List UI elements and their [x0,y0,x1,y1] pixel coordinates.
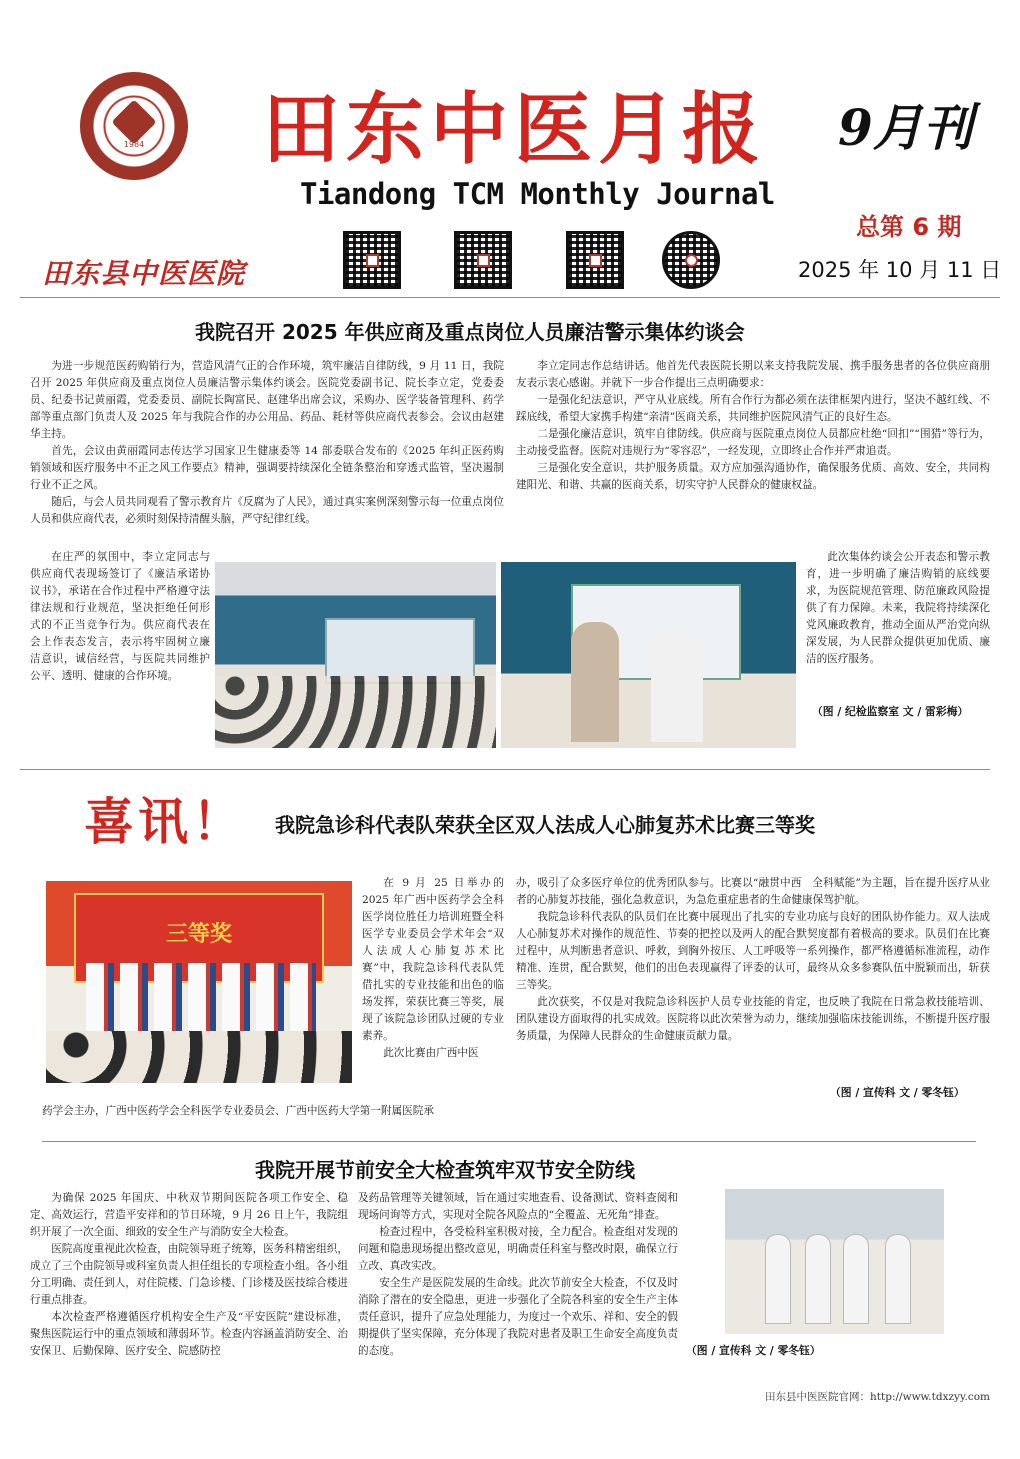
seal-emblem-icon [111,99,156,144]
article2-side-column [362,875,504,1062]
issue-number: 总第 6 期 [856,213,962,241]
article3-paragraph: 检查过程中，各受检科室积极对接，全力配合。检查组对发现的问题和隐患现场提出整改意见，明确责任科室与整改时限，确保立行立改、真改实改。 [358,1226,678,1272]
masthead-divider [20,297,1000,298]
article3-column-2 [358,1190,678,1360]
article1-credit: （图 / 纪检监察室 文 / 雷彩梅） [812,705,969,718]
meeting-audience [215,676,496,748]
article1-paragraph: 李立定同志作总结讲话。他首先代表医院长期以来支持我院发展、携手服务患者的各位供应商朋友表示衷心感谢。并就下一步合作提出三点明确要求： [516,360,990,389]
article1-photo-signing [501,562,796,748]
qr-code-icon[interactable] [343,231,401,289]
article1-paragraph: 二是强化廉洁意识，筑牢自律防线。供应商与医院重点岗位人员都应杜绝“回扣”“围猎”等行为，主动接受监督。医院对违规行为“零容忍”，一经发现，立即终止合作并严肃追责。 [516,428,990,457]
article3-credit: （图 / 宣传科 文 / 零冬钰） [686,1344,821,1357]
inspector-figure [805,1234,831,1324]
hospital-name: 田东县中医医院 [42,257,246,290]
footer-website[interactable]: 田东县中医医院官网：http://www.tdxzyy.com [765,1391,990,1403]
meeting-screen [325,618,475,684]
publication-date: 2025 年 10 月 11 日 [798,258,1002,282]
article1-paragraph: 随后，与会人员共同观看了警示教育片《反腐为了人民》，通过真实案例深刻警示每一位重点岗位人员和供应商代表，必须时刻保持清醒头脑，严守纪律红线。 [30,496,504,525]
article2-paragraph: 我院急诊科代表队的队员们在比赛中展现出了扎实的专业功底与良好的团队协作能力。双人法成人心肺复苏术对操作的规范性、节奏的把控以及两人的配合默契度都有着极高的要求。队员们在比赛过程中，从判断患者意识、呼救，到胸外按压、人工呼吸等一系列操作，都严格遵循标准流程，动作精准、连贯，配合默契，他们的出色表现赢得了评委的认可，最终从众多参赛队伍中脱颖而出，斩获三等奖。 [516,911,990,991]
article2-right-column [516,875,990,1045]
masthead-title: 田东中医月报 [262,84,767,175]
article1-left-column [30,358,504,528]
section-divider [20,769,990,770]
article3-paragraph: 医院高度重视此次检查，由院领导班子统筹，医务科精密组织，成立了三个由院领导或科室负责人担任组长的专项检查小组。各小组分工明确、责任到人，对住院楼、门急诊楼、门诊楼及医技综合楼进行重点排查。 [30,1243,348,1306]
article1-closing-column [806,549,990,668]
article1-title: 我院召开 2025 年供应商及重点岗位人员廉洁警示集体约谈会 [195,320,745,344]
signing-person [571,622,619,742]
inspector-figure [843,1234,869,1324]
section-divider [42,1141,976,1142]
article1-paragraph: 在庄严的氛围中，李立定同志与供应商代表现场签订了《廉洁承诺协议书》，承诺在合作过程中严格遵守法律法规和行业规范，坚决拒绝任何形式的不正当竞争行为。供应商代表在会上作表态发言，表示将牢固树立廉洁意识，诚信经营，与医院共同维护公平、透明、健康的合作环境。 [30,551,210,682]
article2-credit: （图 / 宣传科 文 / 零冬钰） [830,1086,965,1099]
article2-title: 我院急诊科代表队荣获全区双人法成人心肺复苏术比赛三等奖 [275,813,815,837]
award-audience [46,1031,352,1083]
douyin-qr-code-icon[interactable] [662,231,720,289]
article3-paragraph: 为确保 2025 年国庆、中秋双节期间医院各项工作安全、稳定、高效运行，营造平安祥和的节日环境，9 月 26 日上午，我院组织开展了一次全面、细致的安全生产与消防安全大检查。 [30,1192,348,1238]
inspector-figure [885,1234,911,1324]
article2-paragraph: 此次获奖，不仅是对我院急诊科医护人员专业技能的肯定，也反映了我院在日常急救技能培训、团队建设方面取得的扎实成效。医院将以此次荣誉为动力，继续加强临床技能训练，不断提升医疗服务质量，为保障人民群众的生命健康贡献力量。 [516,996,990,1042]
signing-person [651,632,703,742]
article1-paragraph: 为进一步规范医药购销行为，营造风清气正的合作环境，筑牢廉洁自律防线，9 月 11 日，我院召开 2025 年供应商及重点岗位人员廉洁警示集体约谈会。医院党委副书记、院长李立定，党委委员、纪委书记黄丽霞，党委委员、副院长陶富民、赵建华出席会议，采购办、医学装备管理科、药学部等重点部门负责人及 2025 年与我院合作的办公用品、药品、耗材等供应商代表参会。会议由赵建华主持。 [30,360,504,440]
edition-label: 9月刊 [838,98,973,157]
article1-right-column [516,358,990,494]
article2-paragraph: 药学会主办，广西中医药学会全科医学专业委员会、广西中医药大学第一附属医院承 [42,1105,434,1117]
hospital-seal-logo [80,72,188,180]
inspector-figure [765,1234,791,1324]
article3-column-1 [30,1190,348,1360]
article1-paragraph: 一是强化纪法意识，严守从业底线。所有合作行为都必须在法律框架内进行，坚决不越红线、不踩底线，希望大家携手构建“亲清”医商关系，共同维护医院风清气正的良好生态。 [516,394,990,423]
article3-title: 我院开展节前安全大检查筑牢双节安全防线 [255,1158,635,1182]
seal-year: 1984 [123,140,145,149]
qr-code-icon[interactable] [454,231,512,289]
article2-photo-award [46,881,352,1083]
award-team [86,963,316,1033]
qr-code-icon[interactable] [566,231,624,289]
article2-paragraph: 此次比赛由广西中医 [383,1047,479,1059]
good-news-label: 喜讯！ [84,792,246,851]
masthead-title-en: Tiandong TCM Monthly Journal [300,177,775,211]
article1-paragraph: 三是强化安全意识，共护服务质量。双方应加强沟通协作，确保服务优质、高效、安全，共同构建阳光、和谐、共赢的医商关系，切实守护人民群众的健康权益。 [516,462,990,491]
article1-photo-meeting [215,562,496,748]
article3-photo-inspection [725,1189,944,1334]
article2-paragraph: 办，吸引了众多医疗单位的优秀团队参与。比赛以“融贯中西 全科赋能”为主题，旨在提升医疗从业者的心肺复苏技能，强化急救意识，为急危重症患者的生命健康保驾护航。 [516,877,990,906]
article3-paragraph: 及药品管理等关键领域，旨在通过实地查看、设备测试、资料查阅和现场问询等方式，实现对全院各风险点的“全覆盖、无死角”排查。 [358,1192,678,1221]
article3-paragraph: 本次检查严格遵循医疗机构安全生产及“平安医院”建设标准，聚焦医院运行中的重点领域和薄弱环节。检查内容涵盖消防安全、治安保卫、后勤保障、医疗安全、院感防控 [30,1311,348,1357]
article2-full-line [42,1103,504,1120]
article2-paragraph: 在 9 月 25 日举办的 2025 年广西中医药学会全科医学岗位胜任力培训班暨全科医学专业委员会学术年会“双人法成人心肺复苏术比赛”中，我院急诊科代表队凭借扎实的专业技能和出色的临场发挥，荣获比赛三等奖，展现了该院急诊团队过硬的专业素养。 [362,877,504,1042]
award-banner: 三等奖 [74,893,324,983]
article3-paragraph: 安全生产是医院发展的生命线。此次节前安全大检查，不仅及时消除了潜在的安全隐患，更进一步强化了全院各科室的安全生产主体责任意识，提升了应急处理能力，为度过一个欢乐、祥和、安全的假期提供了坚实保障，充分体现了我院对患者及职工生命安全高度负责的态度。 [358,1277,678,1357]
article1-paragraph: 首先，会议由黄丽霞同志传达学习国家卫生健康委等 14 部委联合发布的《2025 年纠正医药购销领域和医疗服务中不正之风工作要点》精神，强调要持续深化全链条整治和穿透式监管，坚决遏制行业不正之风。 [30,445,504,491]
article1-narrow-column [30,549,210,685]
article1-paragraph: 此次集体约谈会公开表态和警示教育，进一步明确了廉洁购销的底线要求，为医院规范管理、防范廉政风险提供了有力保障。未来，我院将持续深化党风廉政教育，推动全面从严治党向纵深发展，为人民群众提供更加优质、廉洁的医疗服务。 [806,551,990,665]
